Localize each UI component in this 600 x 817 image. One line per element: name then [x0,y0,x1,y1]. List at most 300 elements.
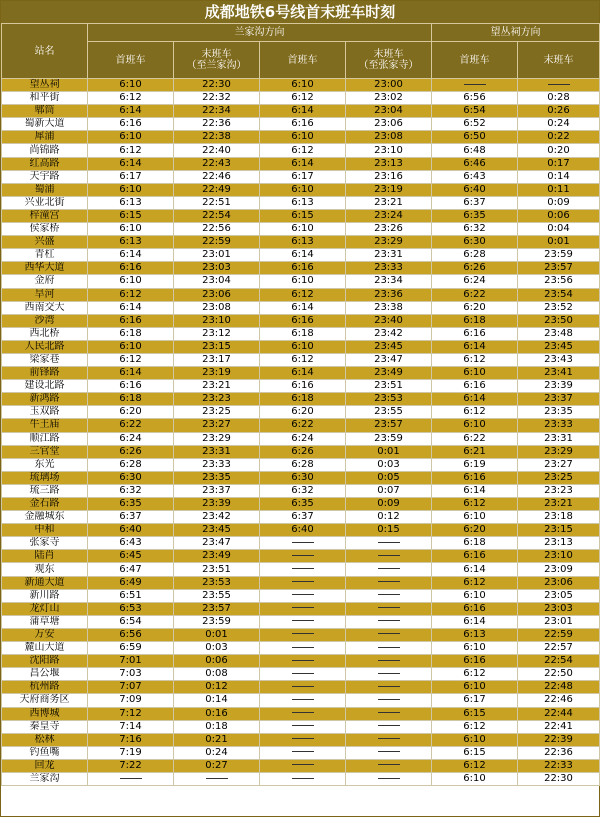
table-row [2,524,600,537]
no-service-cell [260,668,346,681]
time-cell-wc_first: 6:15 [432,746,518,759]
time-cell-lj_last_lanjiagou: 23:39 [174,498,260,511]
no-service-cell [346,576,432,589]
time-cell-lj_last_zhangjiasi: 0:05 [346,471,432,484]
time-cell-wc_last: 23:05 [518,589,600,602]
time-cell-lj_first: 6:18 [88,327,174,340]
table-row [2,183,600,196]
time-cell-wc_last: 22:33 [518,759,600,772]
time-cell-wc_first: 6:16 [432,655,518,668]
time-cell-lj_first: 6:14 [88,249,174,262]
station-name-cell: 兴业北街 [2,196,88,209]
time-cell-wc_first: 6:10 [432,589,518,602]
time-cell-wc_last: 23:15 [518,524,600,537]
header-first-train: 首班车 [260,42,346,79]
time-cell-wc_first: 6:10 [432,367,518,380]
time-cell-lj_last_lanjiagou: 22:38 [174,131,260,144]
table-row [2,419,600,432]
time-cell-lj_last_lanjiagou: 23:15 [174,340,260,353]
time-cell-lj_first: 6:10 [88,183,174,196]
time-cell-lj_last_lanjiagou: 23:10 [174,314,260,327]
time-cell-lj_last_lanjiagou: 22:51 [174,196,260,209]
time-cell-lj_last_lanjiagou: 23:04 [174,275,260,288]
time-cell-lj_last_zhangjiasi: 23:59 [346,432,432,445]
time-cell-wc_last: 23:33 [518,419,600,432]
time-cell-lj_first: 6:30 [88,471,174,484]
time-cell-wc_first: 6:12 [432,498,518,511]
dash-mark [378,764,400,765]
time-cell-lj_first: 6:54 [88,615,174,628]
time-cell-wc_last: 23:43 [518,353,600,366]
no-service-cell [346,589,432,602]
dash-mark [292,607,314,608]
station-name-cell: 钓鱼嘴 [2,746,88,759]
dash-mark [378,725,400,726]
time-cell-wc_last: 23:52 [518,301,600,314]
time-cell-lj_last_zhangjiasi: 23:34 [346,275,432,288]
table-row [2,288,600,301]
time-cell-lj_last_lanjiagou: 0:08 [174,668,260,681]
time-cell-wc_first: 6:13 [432,628,518,641]
time-cell-wc_last: 23:50 [518,314,600,327]
time-cell-lj_last_zhangjiasi: 23:40 [346,314,432,327]
time-cell-wc_first: 6:15 [432,707,518,720]
time-cell-wc_first: 6:16 [432,471,518,484]
no-service-cell [260,707,346,720]
time-cell-wc_first: 6:18 [432,537,518,550]
dash-mark [292,712,314,713]
time-cell-lj_last_zhangjiasi: 23:36 [346,288,432,301]
time-cell-lj_first_zhangjiasi: 6:12 [260,353,346,366]
time-cell-lj_first: 6:47 [88,563,174,576]
time-cell-lj_last_lanjiagou: 23:19 [174,367,260,380]
page-title: 成都地铁6号线首末班车时刻 [1,1,599,23]
time-cell-lj_first_zhangjiasi: 6:10 [260,79,346,92]
time-cell-lj_last_lanjiagou: 23:49 [174,550,260,563]
time-cell-wc_first: 6:20 [432,524,518,537]
time-cell-lj_first_zhangjiasi: 6:24 [260,432,346,445]
time-cell-lj_last_zhangjiasi: 23:45 [346,340,432,353]
table-row [2,367,600,380]
header-destination-zhangjiasi: （至张家寺） [358,60,419,71]
station-name-cell: 昌公堰 [2,668,88,681]
time-cell-wc_first: 6:46 [432,157,518,170]
header-last-train: 末班车 [518,42,600,79]
time-cell-lj_last_zhangjiasi: 23:29 [346,236,432,249]
no-service-cell [346,681,432,694]
time-cell-lj_first_zhangjiasi: 6:35 [260,498,346,511]
station-name-cell: 梁家巷 [2,353,88,366]
time-cell-lj_last_lanjiagou: 23:47 [174,537,260,550]
dash-mark [378,673,400,674]
dash-mark [292,633,314,634]
table-row [2,576,600,589]
timetable [1,23,600,786]
time-cell-lj_first: 7:19 [88,746,174,759]
time-cell-wc_last: 0:09 [518,196,600,209]
no-service-cell [260,628,346,641]
time-cell-wc_last: 23:56 [518,275,600,288]
time-cell-lj_first: 6:14 [88,367,174,380]
table-row [2,92,600,105]
dash-mark [292,594,314,595]
time-cell-wc_last: 23:35 [518,406,600,419]
header-station: 站名 [2,24,88,79]
no-service-cell [174,772,260,785]
station-name-cell: 新川路 [2,589,88,602]
dash-mark [378,686,400,687]
table-row [2,170,600,183]
time-cell-wc_first: 6:14 [432,615,518,628]
station-name-cell: 东光 [2,458,88,471]
table-row [2,668,600,681]
time-cell-wc_first: 6:48 [432,144,518,157]
time-cell-wc_first: 6:28 [432,249,518,262]
no-service-cell [260,694,346,707]
time-cell-lj_first: 6:28 [88,458,174,471]
time-cell-wc_last: 23:41 [518,367,600,380]
table-row [2,720,600,733]
no-service-cell [518,79,600,92]
time-cell-lj_last_lanjiagou: 22:54 [174,209,260,222]
time-cell-lj_first_zhangjiasi: 6:40 [260,524,346,537]
time-cell-lj_last_zhangjiasi: 23:51 [346,380,432,393]
station-name-cell: 旱河 [2,288,88,301]
no-service-cell [88,772,174,785]
no-service-cell [260,655,346,668]
table-row [2,537,600,550]
station-name-cell: 沈阳路 [2,655,88,668]
time-cell-lj_first_zhangjiasi: 6:12 [260,288,346,301]
table-row [2,681,600,694]
dash-mark [378,581,400,582]
station-name-cell: 金府 [2,275,88,288]
time-cell-lj_first_zhangjiasi: 6:28 [260,458,346,471]
station-name-cell: 沙湾 [2,314,88,327]
time-cell-lj_last_lanjiagou: 22:59 [174,236,260,249]
header-direction-wangconggci: 望丛祠方向 [432,24,600,42]
no-service-cell [346,550,432,563]
dash-mark [292,568,314,569]
time-cell-lj_first: 6:22 [88,419,174,432]
time-cell-lj_last_lanjiagou: 23:17 [174,353,260,366]
table-row [2,589,600,602]
time-cell-lj_last_zhangjiasi: 23:57 [346,419,432,432]
time-cell-lj_first: 6:10 [88,79,174,92]
time-cell-lj_last_lanjiagou: 23:37 [174,484,260,497]
time-cell-wc_last: 23:27 [518,458,600,471]
time-cell-wc_last: 0:01 [518,236,600,249]
table-row [2,79,600,92]
table-row [2,353,600,366]
time-cell-lj_last_lanjiagou: 0:14 [174,694,260,707]
time-cell-wc_last: 23:54 [518,288,600,301]
table-row [2,327,600,340]
no-service-cell [346,746,432,759]
time-cell-lj_last_zhangjiasi: 23:26 [346,223,432,236]
time-cell-lj_first_zhangjiasi: 6:16 [260,314,346,327]
timetable-body [2,79,600,786]
time-cell-wc_last: 23:31 [518,432,600,445]
dash-mark [378,607,400,608]
no-service-cell [346,655,432,668]
time-cell-lj_last_lanjiagou: 22:32 [174,92,260,105]
dash-mark [378,660,400,661]
time-cell-wc_last: 0:14 [518,170,600,183]
table-row [2,458,600,471]
time-cell-lj_first_zhangjiasi: 6:14 [260,367,346,380]
no-service-cell [346,694,432,707]
station-name-cell: 秦皇寺 [2,720,88,733]
time-cell-wc_first: 6:10 [432,419,518,432]
station-name-cell: 西南交大 [2,301,88,314]
station-name-cell: 人民北路 [2,340,88,353]
time-cell-lj_last_zhangjiasi: 0:15 [346,524,432,537]
station-name-cell: 望丛祠 [2,79,88,92]
header-direction-lanjiagou: 兰家沟方向 [88,24,432,42]
time-cell-lj_last_lanjiagou: 22:30 [174,79,260,92]
time-cell-lj_last_lanjiagou: 0:12 [174,681,260,694]
time-cell-lj_last_zhangjiasi: 23:00 [346,79,432,92]
header-destination-lanjiagou: （至兰家沟） [186,60,247,71]
no-service-cell [346,615,432,628]
station-name-cell: 前锋路 [2,367,88,380]
no-service-cell [260,759,346,772]
dash-mark [292,581,314,582]
dash-mark [292,686,314,687]
time-cell-wc_last: 23:03 [518,602,600,615]
time-cell-lj_first: 7:07 [88,681,174,694]
time-cell-wc_first: 6:12 [432,406,518,419]
no-service-cell [346,563,432,576]
time-cell-lj_last_zhangjiasi: 23:55 [346,406,432,419]
time-cell-wc_first: 6:16 [432,327,518,340]
time-cell-lj_last_zhangjiasi: 23:16 [346,170,432,183]
time-cell-lj_first: 6:37 [88,511,174,524]
table-row [2,484,600,497]
time-cell-lj_last_zhangjiasi: 23:47 [346,353,432,366]
time-cell-lj_first_zhangjiasi: 6:10 [260,275,346,288]
time-cell-lj_first: 6:16 [88,314,174,327]
no-service-cell [346,759,432,772]
table-row [2,196,600,209]
time-cell-lj_first: 6:12 [88,92,174,105]
time-cell-lj_first_zhangjiasi: 6:30 [260,471,346,484]
time-cell-wc_last: 23:21 [518,498,600,511]
time-cell-lj_first: 6:12 [88,353,174,366]
table-row [2,105,600,118]
station-name-cell: 和平街 [2,92,88,105]
time-cell-lj_first: 7:03 [88,668,174,681]
time-cell-lj_first_zhangjiasi: 6:15 [260,209,346,222]
time-cell-lj_last_zhangjiasi: 0:01 [346,445,432,458]
time-cell-lj_first_zhangjiasi: 6:10 [260,223,346,236]
dash-mark [292,620,314,621]
dash-mark [292,673,314,674]
dash-mark [378,778,400,779]
time-cell-lj_last_lanjiagou: 22:36 [174,118,260,131]
time-cell-lj_last_lanjiagou: 0:01 [174,628,260,641]
time-cell-lj_first_zhangjiasi: 6:13 [260,196,346,209]
table-row [2,118,600,131]
station-name-cell: 建设北路 [2,380,88,393]
time-cell-wc_first: 6:14 [432,563,518,576]
time-cell-lj_last_zhangjiasi: 23:04 [346,105,432,118]
dash-mark [292,555,314,556]
table-row [2,144,600,157]
time-cell-lj_last_zhangjiasi: 23:49 [346,367,432,380]
table-row [2,772,600,785]
dash-mark [292,778,314,779]
time-cell-wc_first: 6:14 [432,340,518,353]
station-name-cell: 天宇路 [2,170,88,183]
time-cell-lj_first: 6:49 [88,576,174,589]
table-row [2,511,600,524]
time-cell-lj_last_lanjiagou: 23:08 [174,301,260,314]
station-name-cell: 金石路 [2,498,88,511]
time-cell-wc_first: 6:50 [432,131,518,144]
time-cell-lj_first: 6:24 [88,432,174,445]
time-cell-lj_first: 7:14 [88,720,174,733]
time-cell-wc_last: 0:26 [518,105,600,118]
time-cell-lj_first: 6:14 [88,301,174,314]
time-cell-lj_last_zhangjiasi: 0:12 [346,511,432,524]
table-row [2,236,600,249]
station-name-cell: 张家寺 [2,537,88,550]
dash-mark [378,633,400,634]
dash-mark [378,568,400,569]
time-cell-wc_first: 6:32 [432,223,518,236]
table-row [2,445,600,458]
header-first-train: 首班车 [432,42,518,79]
time-cell-lj_last_zhangjiasi: 0:09 [346,498,432,511]
table-row [2,642,600,655]
time-cell-wc_last: 0:06 [518,209,600,222]
station-name-cell: 青杠 [2,249,88,262]
time-cell-lj_last_zhangjiasi: 23:21 [346,196,432,209]
station-name-cell: 西博城 [2,707,88,720]
dash-mark [292,542,314,543]
table-row [2,563,600,576]
table-row [2,393,600,406]
time-cell-lj_first: 7:01 [88,655,174,668]
time-cell-wc_first: 6:18 [432,314,518,327]
time-cell-lj_last_lanjiagou: 23:29 [174,432,260,445]
time-cell-wc_first: 6:10 [432,733,518,746]
dash-mark [292,764,314,765]
header-last-train-to-lanjiagou [174,42,260,79]
table-row [2,602,600,615]
table-row [2,733,600,746]
no-service-cell [260,550,346,563]
time-cell-lj_last_zhangjiasi: 23:19 [346,183,432,196]
time-cell-lj_first: 6:13 [88,236,174,249]
time-cell-lj_first: 6:10 [88,223,174,236]
table-row [2,380,600,393]
time-cell-lj_last_lanjiagou: 22:46 [174,170,260,183]
time-cell-lj_last_lanjiagou: 0:06 [174,655,260,668]
table-row [2,550,600,563]
time-cell-lj_first_zhangjiasi: 6:14 [260,105,346,118]
time-cell-wc_first: 6:16 [432,602,518,615]
time-cell-wc_first: 6:10 [432,772,518,785]
no-service-cell [346,720,432,733]
time-cell-lj_first: 6:17 [88,170,174,183]
time-cell-wc_first: 6:20 [432,301,518,314]
time-cell-lj_first: 7:22 [88,759,174,772]
table-row [2,275,600,288]
time-cell-lj_last_lanjiagou: 0:24 [174,746,260,759]
time-cell-lj_first: 6:51 [88,589,174,602]
time-cell-lj_first_zhangjiasi: 6:14 [260,249,346,262]
no-service-cell [260,563,346,576]
time-cell-wc_last: 23:13 [518,537,600,550]
time-cell-lj_first_zhangjiasi: 6:12 [260,92,346,105]
time-cell-wc_last: 23:18 [518,511,600,524]
time-cell-lj_last_zhangjiasi: 23:31 [346,249,432,262]
time-cell-lj_last_zhangjiasi: 23:08 [346,131,432,144]
station-name-cell: 犀浦 [2,131,88,144]
station-name-cell: 侯家桥 [2,223,88,236]
no-service-cell [346,537,432,550]
time-cell-wc_first: 6:37 [432,196,518,209]
time-cell-lj_first: 6:59 [88,642,174,655]
table-row [2,131,600,144]
time-cell-lj_first: 6:45 [88,550,174,563]
table-row [2,655,600,668]
time-cell-wc_last: 0:22 [518,131,600,144]
dash-mark [378,647,400,648]
station-name-cell: 金融城东 [2,511,88,524]
time-cell-lj_first_zhangjiasi: 6:37 [260,511,346,524]
time-cell-lj_last_lanjiagou: 23:42 [174,511,260,524]
station-name-cell: 兰家沟 [2,772,88,785]
time-cell-lj_last_lanjiagou: 23:59 [174,615,260,628]
time-cell-wc_last: 22:57 [518,642,600,655]
time-cell-lj_first: 7:16 [88,733,174,746]
time-cell-lj_last_zhangjiasi: 23:33 [346,262,432,275]
table-row [2,249,600,262]
time-cell-wc_first: 6:14 [432,393,518,406]
time-cell-lj_last_lanjiagou: 23:57 [174,602,260,615]
station-name-cell: 麓山大道 [2,642,88,655]
time-cell-lj_first_zhangjiasi: 6:12 [260,144,346,157]
time-cell-wc_last: 0:17 [518,157,600,170]
no-service-cell [346,668,432,681]
time-cell-wc_first: 6:30 [432,236,518,249]
table-row [2,615,600,628]
time-cell-wc_first: 6:56 [432,92,518,105]
station-name-cell: 红高路 [2,157,88,170]
time-cell-wc_first: 6:12 [432,720,518,733]
time-cell-lj_first: 7:09 [88,694,174,707]
station-name-cell: 梓潼宫 [2,209,88,222]
time-cell-lj_first: 6:56 [88,628,174,641]
time-cell-wc_first: 6:22 [432,288,518,301]
time-cell-lj_last_lanjiagou: 23:12 [174,327,260,340]
dash-mark [378,751,400,752]
no-service-cell [260,772,346,785]
time-cell-lj_first_zhangjiasi: 6:13 [260,236,346,249]
time-cell-lj_first_zhangjiasi: 6:20 [260,406,346,419]
time-cell-wc_first: 6:24 [432,275,518,288]
dash-mark [378,555,400,556]
station-name-cell: 松林 [2,733,88,746]
time-cell-lj_last_lanjiagou: 23:27 [174,419,260,432]
time-cell-lj_last_lanjiagou: 0:27 [174,759,260,772]
time-cell-lj_first_zhangjiasi: 6:14 [260,301,346,314]
no-service-cell [260,681,346,694]
